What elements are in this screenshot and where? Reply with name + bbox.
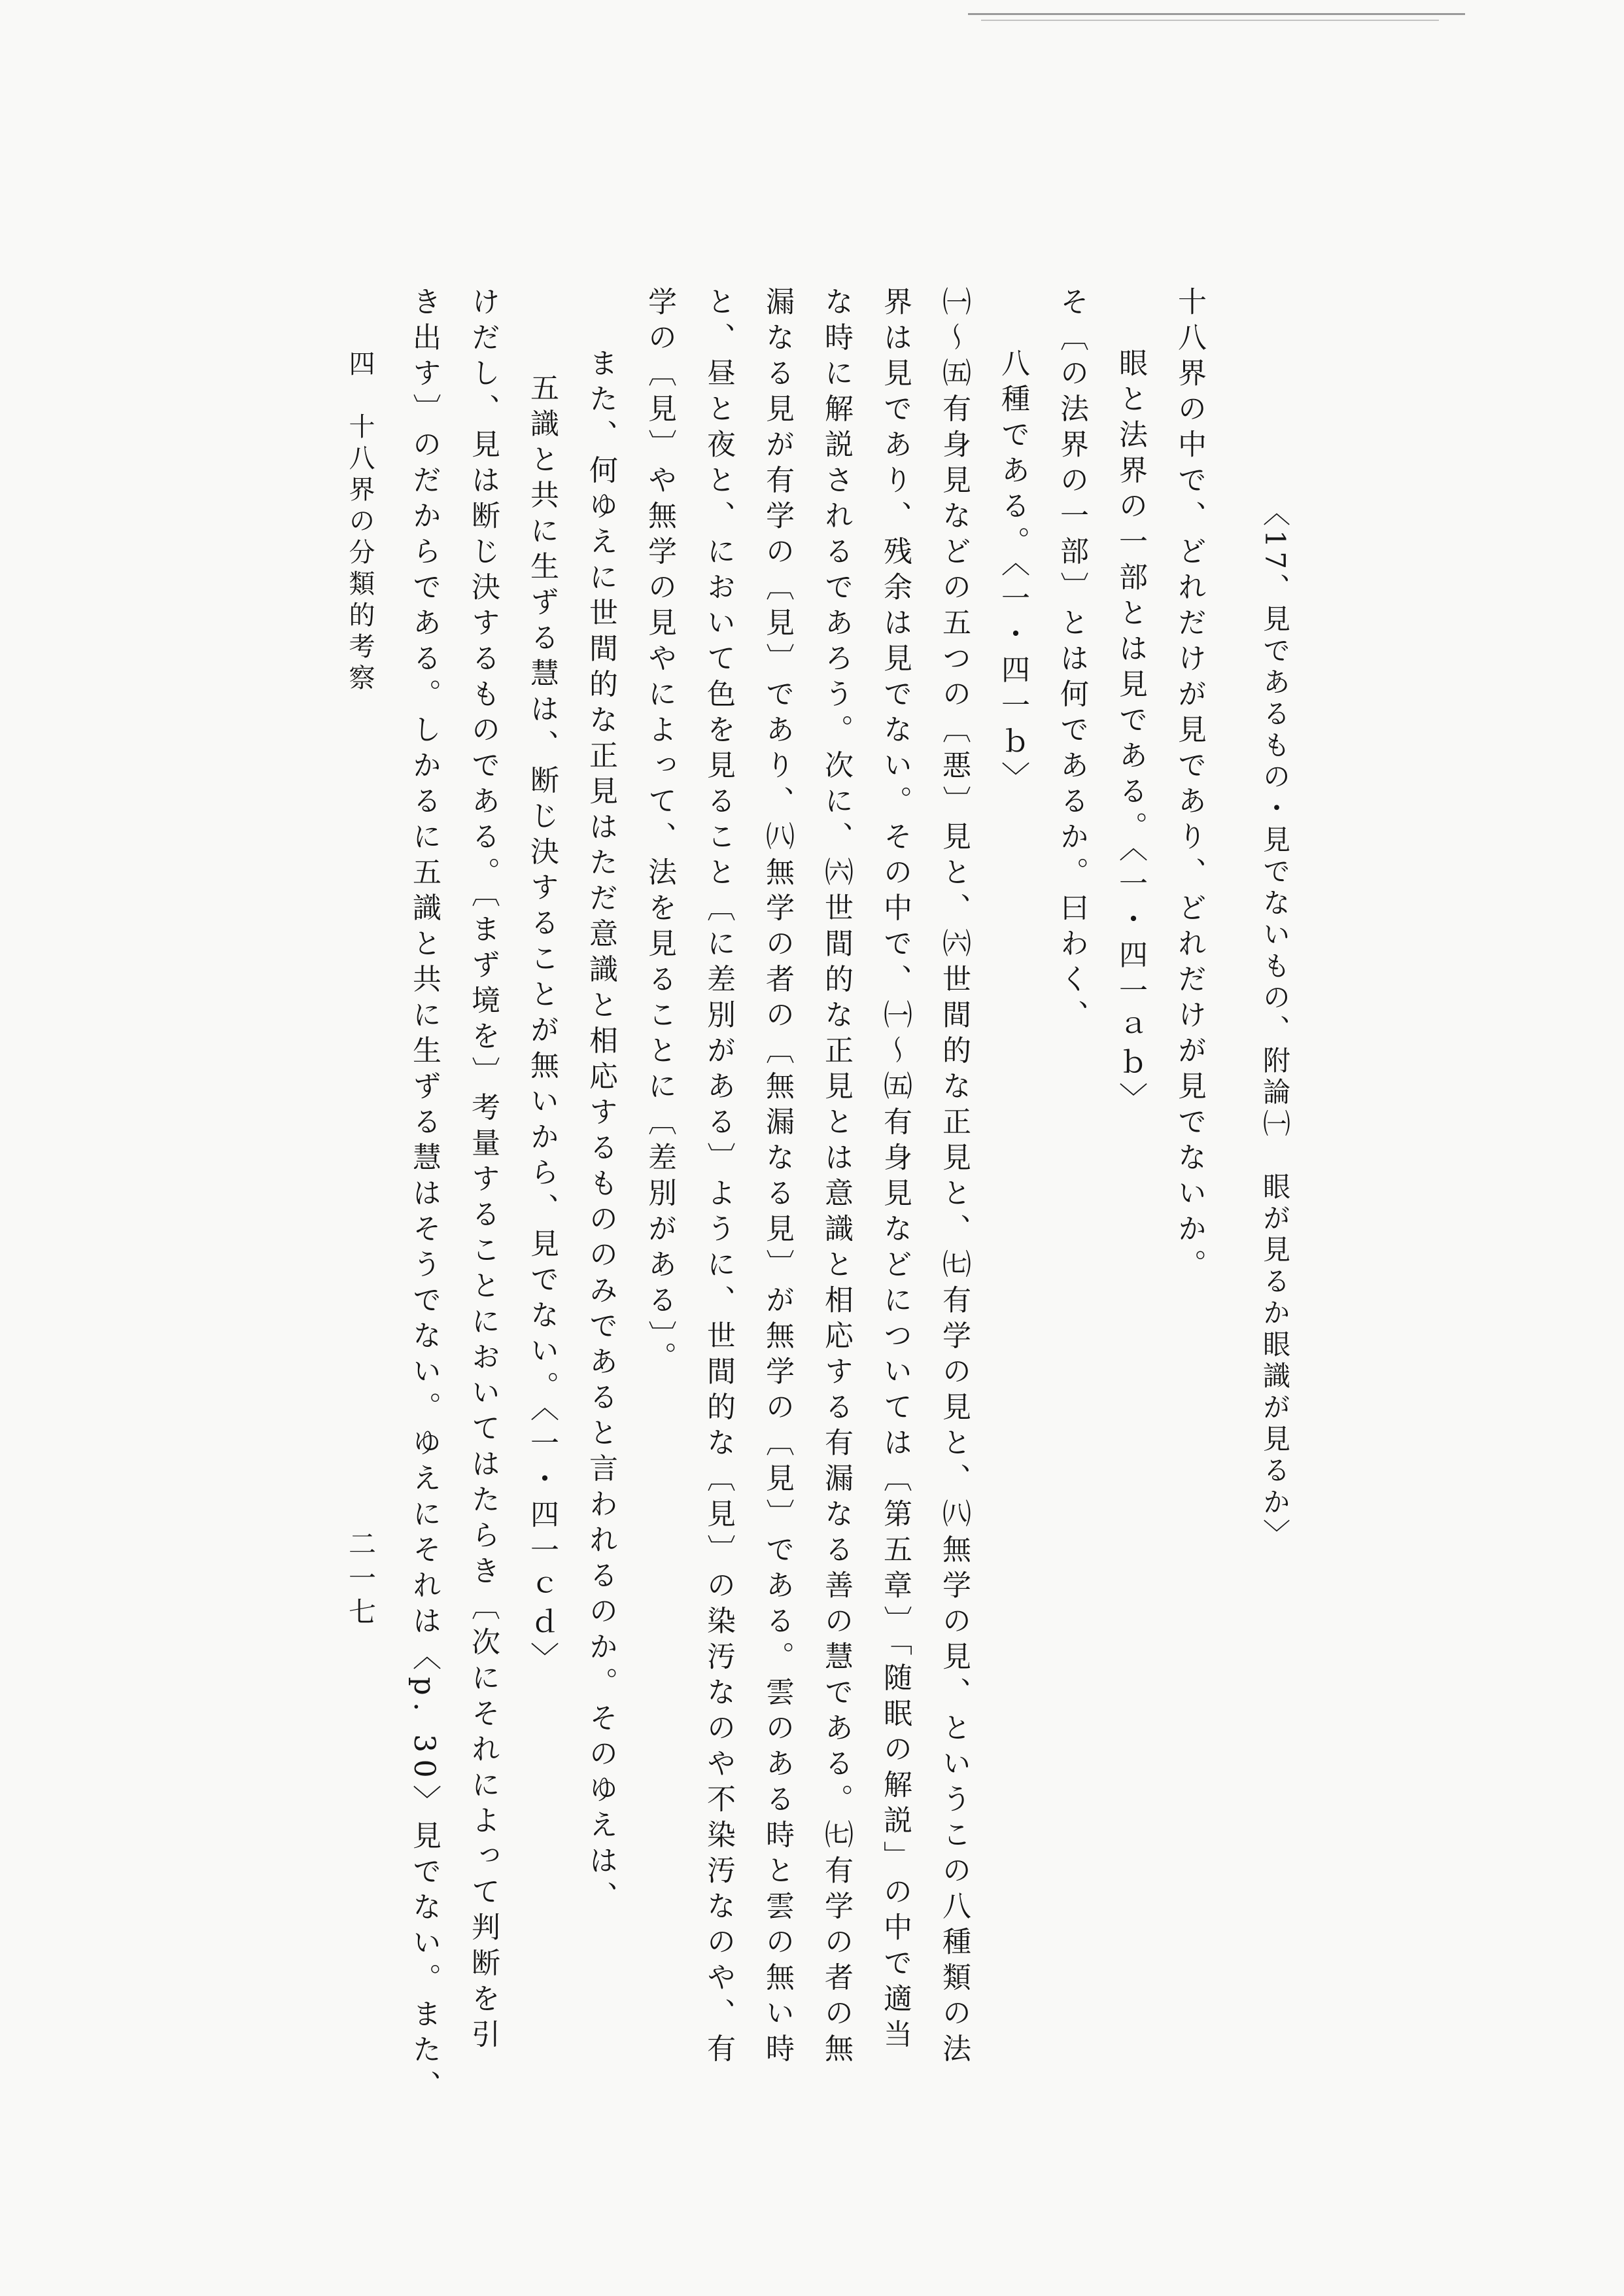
text-line: 漏なる見が有学の〔見〕であり、㈧無学の者の〔無漏なる見〕が無学の〔見〕である。雲のある時と雲の無い時 <box>761 287 794 2069</box>
text-line: き出す〕のだからである。しかるに五識と共に生ずる慧はそうでない。ゆえにそれは〈p. 30〉見でない。また、 <box>407 287 441 2106</box>
text-line: そ〔の法界の一部〕とは何であるか。曰わく、 <box>1055 287 1088 1035</box>
text-line: ㈠〜㈤有身見などの五つの〔悪〕見と、㈥世間的な正見と、㈦有学の見と、㈧無学の見、というこの八種類の法 <box>937 287 971 2069</box>
page-edge-line <box>968 13 1465 15</box>
page-number: 二一七 <box>345 1529 377 1631</box>
text-line: 学の〔見〕や無学の見やによって、法を見ることに〔差別がある〕。 <box>643 287 676 1378</box>
text-line: な時に解説されるであろう。次に、㈥世間的な正見とは意識と相応する有漏なる善の慧である。㈦有学の者の無 <box>820 287 853 2069</box>
text-line: 八種である。〈一・四一ｂ〉 <box>996 348 1029 797</box>
text-line: と、昼と夜と、において色を見ること〔に差別がある〕ように、世間的な〔見〕の染汚なのや不染汚なのや、有 <box>702 287 735 2069</box>
section-heading: 〈17、見であるもの・見でないもの、附論㈠ 眼が見るか眼識が見るか〉 <box>1259 498 1291 1551</box>
text-line: 眼と法界の一部とは見である。〈一・四一ａｂ〉 <box>1114 348 1147 1118</box>
text-line: また、何ゆえに世間的な正見はただ意識と相応するもののみであると言われるのか。そのゆえは、 <box>584 348 617 1917</box>
text-line: 界は見であり、残余は見でない。その中で、㈠〜㈤有身見などについては〔第五章〕「随眠の解説」の中で適当 <box>878 287 912 2055</box>
text-line: けだし、見は断じ決するものである。〔まず境を〕考量することにおいてはたらき〔次にそれによって判断を引 <box>466 287 500 2055</box>
text-line: 十八界の中で、どれだけが見であり、どれだけが見でないか。 <box>1173 287 1206 1285</box>
running-footer-chapter: 四 十八界の分類的考察 <box>345 350 375 695</box>
text-line: 五識と共に生ずる慧は、断じ決することが無いから、見でない。〈一・四一ｃｄ〉 <box>525 373 559 1678</box>
page-edge-line <box>981 20 1439 21</box>
